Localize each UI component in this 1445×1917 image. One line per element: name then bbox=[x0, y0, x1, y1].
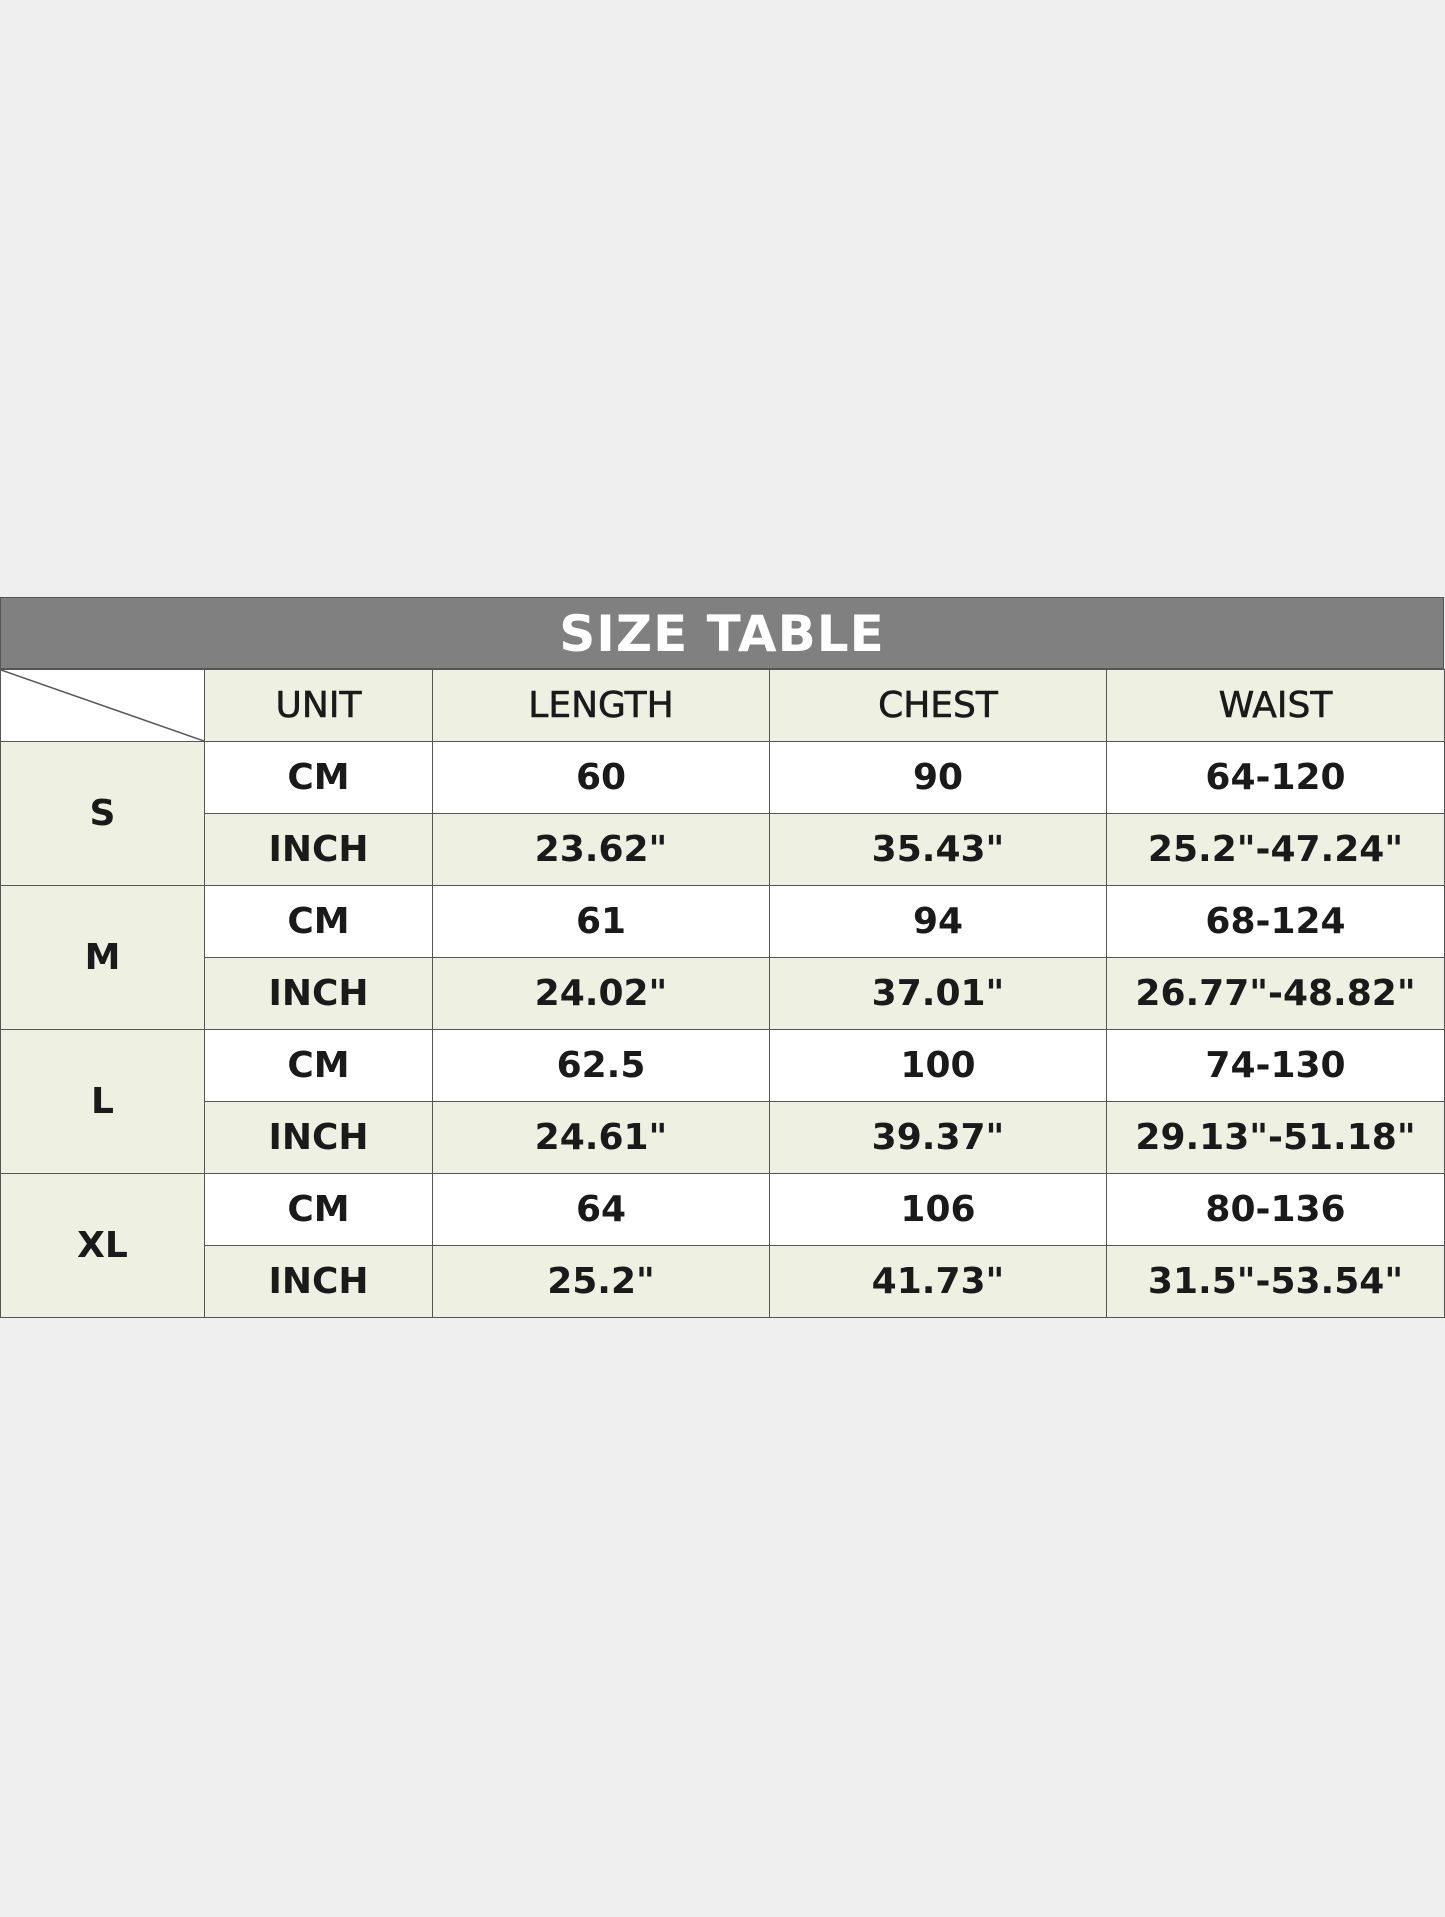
table-row-l-cm bbox=[1, 1030, 1445, 1102]
header-unit: UNIT bbox=[205, 670, 433, 742]
size-label-m: M bbox=[1, 886, 205, 1030]
size-table-container bbox=[0, 597, 1444, 1318]
waist-cell: 74-130 bbox=[1107, 1030, 1445, 1102]
length-cell: 62.5 bbox=[433, 1030, 770, 1102]
header-row bbox=[1, 670, 1445, 742]
unit-cell: INCH bbox=[205, 1246, 433, 1318]
length-cell: 61 bbox=[433, 886, 770, 958]
table-row-m-cm bbox=[1, 886, 1445, 958]
chest-cell: 100 bbox=[770, 1030, 1107, 1102]
waist-cell: 29.13"-51.18" bbox=[1107, 1102, 1445, 1174]
table-row-s-cm bbox=[1, 742, 1445, 814]
waist-cell: 25.2"-47.24" bbox=[1107, 814, 1445, 886]
length-cell: 25.2" bbox=[433, 1246, 770, 1318]
unit-cell: INCH bbox=[205, 1102, 433, 1174]
chest-cell: 106 bbox=[770, 1174, 1107, 1246]
unit-cell: CM bbox=[205, 886, 433, 958]
chest-cell: 41.73" bbox=[770, 1246, 1107, 1318]
diagonal-divider-icon bbox=[1, 670, 204, 741]
size-table bbox=[0, 669, 1445, 1318]
length-cell: 23.62" bbox=[433, 814, 770, 886]
header-chest: CHEST bbox=[770, 670, 1107, 742]
size-label-s: S bbox=[1, 742, 205, 886]
unit-cell: CM bbox=[205, 742, 433, 814]
size-table-title: SIZE TABLE bbox=[0, 597, 1444, 669]
waist-cell: 64-120 bbox=[1107, 742, 1445, 814]
unit-cell: INCH bbox=[205, 814, 433, 886]
header-length: LENGTH bbox=[433, 670, 770, 742]
waist-cell: 31.5"-53.54" bbox=[1107, 1246, 1445, 1318]
chest-cell: 37.01" bbox=[770, 958, 1107, 1030]
table-row-xl-cm bbox=[1, 1174, 1445, 1246]
unit-cell: CM bbox=[205, 1174, 433, 1246]
table-row-xl-inch bbox=[1, 1246, 1445, 1318]
table-row-l-inch bbox=[1, 1102, 1445, 1174]
table-row-s-inch bbox=[1, 814, 1445, 886]
size-label-xl: XL bbox=[1, 1174, 205, 1318]
waist-cell: 68-124 bbox=[1107, 886, 1445, 958]
waist-cell: 80-136 bbox=[1107, 1174, 1445, 1246]
waist-cell: 26.77"-48.82" bbox=[1107, 958, 1445, 1030]
unit-cell: INCH bbox=[205, 958, 433, 1030]
table-row-m-inch bbox=[1, 958, 1445, 1030]
chest-cell: 94 bbox=[770, 886, 1107, 958]
length-cell: 60 bbox=[433, 742, 770, 814]
chest-cell: 35.43" bbox=[770, 814, 1107, 886]
chest-cell: 39.37" bbox=[770, 1102, 1107, 1174]
header-waist: WAIST bbox=[1107, 670, 1445, 742]
length-cell: 24.02" bbox=[433, 958, 770, 1030]
unit-cell: CM bbox=[205, 1030, 433, 1102]
length-cell: 64 bbox=[433, 1174, 770, 1246]
size-label-l: L bbox=[1, 1030, 205, 1174]
chest-cell: 90 bbox=[770, 742, 1107, 814]
corner-cell bbox=[1, 670, 205, 742]
length-cell: 24.61" bbox=[433, 1102, 770, 1174]
